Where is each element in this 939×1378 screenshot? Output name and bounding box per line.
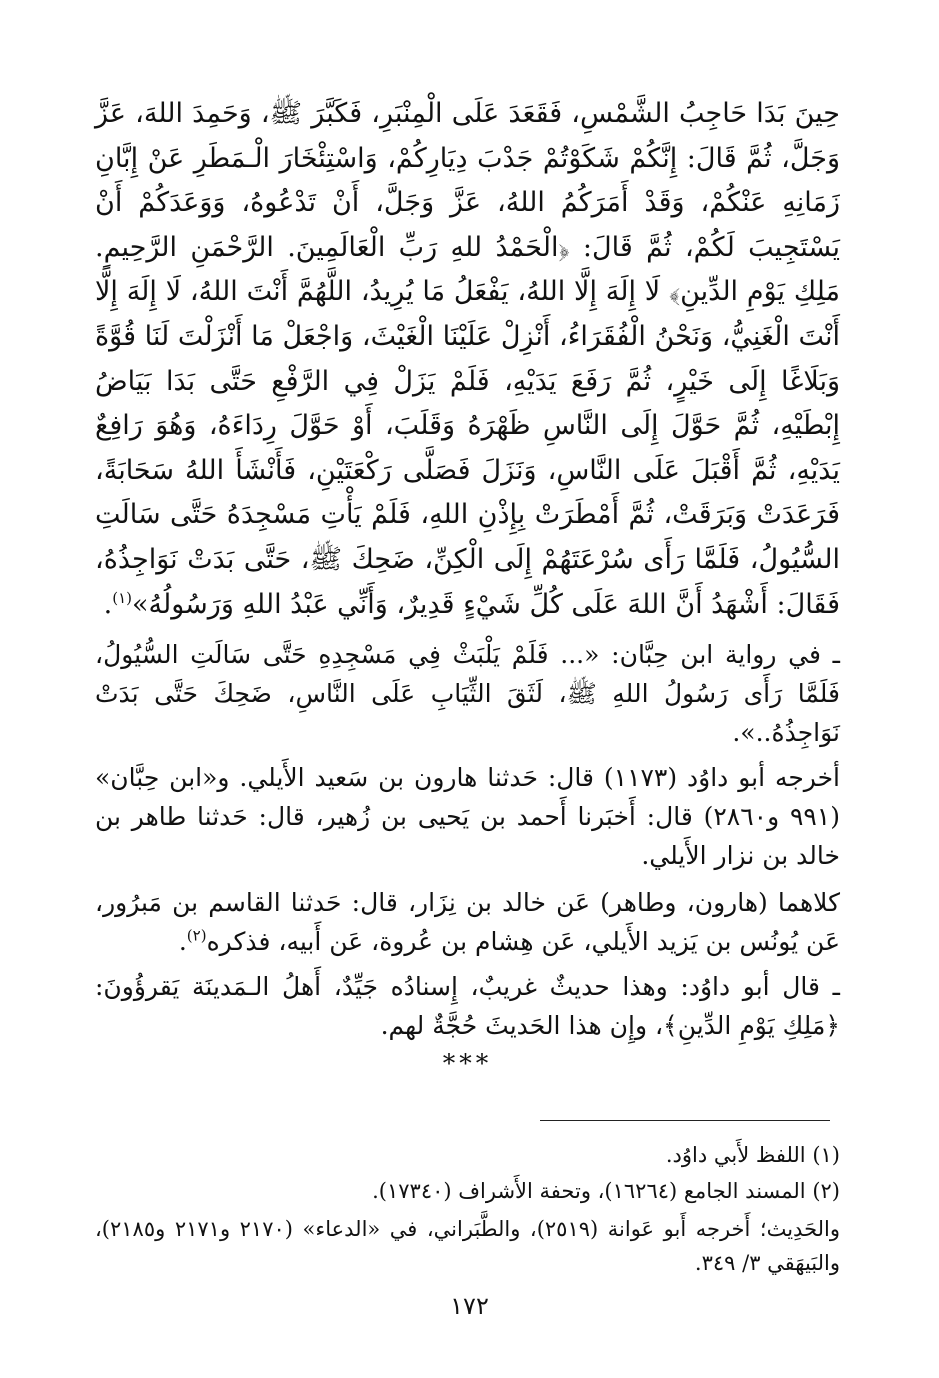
footnote-ref-2: (٢) <box>186 926 207 945</box>
footnote-2: (٢) المسند الجامع (١٦٢٦٤)، وتحفة الأَشراف (١٧٣٤٠). <box>372 1179 840 1203</box>
footnote-ref-1: (١) <box>112 588 132 607</box>
commentary <box>95 635 840 1081</box>
section-separator: *** <box>442 1049 493 1079</box>
takhrij-paragraph-2 <box>95 883 840 961</box>
takhrij-paragraph-1: أخرجه أبو داوُد (١١٧٣) قال: حَدثنا هارون بن سَعيد الأَيلي. و«ابن حِبَّان» (٩٩١ و٢٨٦٠) قال: أَخبَرنا أَحمد بن يَحيى بن زُهير، قال: حَدثنا طاهر بن خالد بن نزار الأَيلي. <box>95 763 840 871</box>
abu-dawud-comment: ـ قال أبو داوُد: وهذا حديثٌ غريبٌ، إِسنادُه جَيِّدٌ، أَهلُ الـمَدينَة يَقرؤُونَ: ﴿مَلِكِ يَوْمِ الدِّينِ﴾، وإِن هذا الحَديثَ حُجَّةٌ لهم. <box>95 972 840 1041</box>
hadith-paragraph: حِينَ بَدَا حَاجِبُ الشَّمْسِ، فَقَعَدَ عَلَى الْمِنْبَرِ، فَكَبَّرَ ﷺ، وَحَمِدَ اللهَ، عَزَّ وَجَلَّ، ثُمَّ قَالَ: إِنَّكُمْ شَكَوْتُمْ جَدْبَ دِيَارِكُمْ، وَاسْتِئْخَارَ الْـمَطَرِ عَنْ إِبَّانِ زَمَانِهِ عَنْكُمْ، وَقَدْ أَمَرَكُمُ اللهُ، عَزَّ وَجَلَّ، أَنْ تَدْعُوهُ، وَوَعَدَكُمْ أَنْ يَسْتَجِيبَ لَكُمْ، ثُمَّ قَالَ: ﴿الْحَمْدُ للهِ رَبِّ الْعَالَمِينَ. الرَّحْمَنِ الرَّحِيمِ. مَلِكِ يَوْمِ الدِّينِ﴾ لَا إِلَهَ إِلَّا اللهُ، يَفْعَلُ مَا يُرِيدُ، اللَّهُمَّ أَنْتَ اللهُ، لَا إِلَهَ إِلَّا أَنْتَ الْغَنِيُّ، وَنَحْنُ الْفُقَرَاءُ، أَنْزِلْ عَلَيْنَا الْغَيْثَ، وَاجْعَلْ مَا أَنْزَلْتَ لَنَا قُوَّةً وَبَلَاغًا إِلَى خَيْرٍ، ثُمَّ رَفَعَ يَدَيْهِ، فَلَمْ يَزَلْ فِي الرَّفْعِ حَتَّى بَدَا بَيَاضُ إِبْطَيْهِ، ثُمَّ حَوَّلَ إِلَى النَّاسِ ظَهْرَهُ وَقَلَبَ، أَوْ حَوَّلَ رِدَاءَهُ، وَهُوَ رَافِعٌ يَدَيْهِ، ثُمَّ أَقْبَلَ عَلَى النَّاسِ، وَنَزَلَ فَصَلَّى رَكْعَتَيْنِ، فَأَنْشَأَ اللهُ سَحَابَةً، فَرَعَدَتْ وَبَرَقَتْ، ثُمَّ أَمْطَرَتْ بِإِذْنِ اللهِ، فَلَمْ يَأْتِ مَسْجِدَهُ حَتَّى سَالَتِ السُّيُولُ، فَلَمَّا رَأَى سُرْعَتَهُمْ إِلَى الْكِنِّ، ضَحِكَ ﷺ، حَتَّى بَدَتْ نَوَاجِذُهُ، فَقَالَ: أَشْهَدُ أَنَّ اللهَ عَلَى كُلِّ شَيْءٍ قَدِيرٌ، وَأَنِّي عَبْدُ اللهِ وَرَسُولُهُ»$^{(١)}$. <box>95 98 840 620</box>
main-text <box>95 92 840 627</box>
footnote-2-continued: والحَدِيث؛ أَخرجه أَبو عَوانة (٢٥١٩)، والطَّبَراني، في «الدعاء» (٢١٧٠ و٢١٧١ و٢١٨٥)، والبَيهَقي ٣/ ٣٤٩. <box>95 1217 840 1275</box>
footnote-1: (١) اللفظ لأَبي داوُد. <box>665 1143 840 1167</box>
footnotes <box>95 1138 840 1280</box>
ibn-hibban-narration: ـ في رواية ابن حِبَّان: «... فَلَمْ يَلْبَثْ فِي مَسْجِدِهِ حَتَّى سَالَتِ السُّيُولُ، فَلَمَّا رَأَى رَسُولُ اللهِ ﷺ، لَثَقَ الثِّيَابِ عَلَى النَّاسِ، ضَحِكَ حَتَّى بَدَتْ نَوَاجِذُهُ..». <box>95 640 840 748</box>
takhrij-2-text: كلاهما (هارون، وطاهر) عَن خالد بن نِزَار، قال: حَدثنا القاسم بن مَبرُور، عَن يُونُس بن يَزيد الأَيلي، عَن هِشام بن عُروة، عَن أَبيه، فذكره <box>95 888 840 957</box>
hadith-text: حِينَ بَدَا حَاجِبُ الشَّمْسِ، فَقَعَدَ عَلَى الْمِنْبَرِ، فَكَبَّرَ ﷺ، وَحَمِدَ اللهَ، عَزَّ وَجَلَّ، ثُمَّ قَالَ: إِنَّكُمْ شَكَوْتُمْ جَدْبَ دِيَارِكُمْ، وَاسْتِئْخَارَ الْـمَطَرِ عَنْ إِبَّانِ زَمَانِهِ عَنْكُمْ، وَقَدْ أَمَرَكُمُ اللهُ، عَزَّ وَجَلَّ، أَنْ تَدْعُوهُ، وَوَعَدَكُمْ أَنْ يَسْتَجِيبَ لَكُمْ، ثُمَّ قَالَ: ﴿الْحَمْدُ للهِ رَبِّ الْعَالَمِينَ. الرَّحْمَنِ الرَّحِيمِ. مَلِكِ يَوْمِ الدِّينِ﴾ لَا إِلَهَ إِلَّا اللهُ، يَفْعَلُ مَا يُرِيدُ، اللَّهُمَّ أَنْتَ اللهُ، لَا إِلَهَ إِلَّا أَنْتَ الْغَنِيُّ، وَنَحْنُ الْفُقَرَاءُ، أَنْزِلْ عَلَيْنَا الْغَيْثَ، وَاجْعَلْ مَا أَنْزَلْتَ لَنَا قُوَّةً وَبَلَاغًا إِلَى خَيْرٍ، ثُمَّ رَفَعَ يَدَيْهِ، فَلَمْ يَزَلْ فِي الرَّفْعِ حَتَّى بَدَا بَيَاضُ إِبْطَيْهِ، ثُمَّ حَوَّلَ إِلَى النَّاسِ ظَهْرَهُ وَقَلَبَ، أَوْ حَوَّلَ رِدَاءَهُ، وَهُوَ رَافِعٌ يَدَيْهِ، ثُمَّ أَقْبَلَ عَلَى النَّاسِ، وَنَزَلَ فَصَلَّى رَكْعَتَيْنِ، فَأَنْشَأَ اللهُ سَحَابَةً، فَرَعَدَتْ وَبَرَقَتْ، ثُمَّ أَمْطَرَتْ بِإِذْنِ اللهِ، فَلَمْ يَأْتِ مَسْجِدَهُ حَتَّى سَالَتِ السُّيُولُ، فَلَمَّا رَأَى سُرْعَتَهُمْ إِلَى الْكِنِّ، ضَحِكَ ﷺ، حَتَّى بَدَتْ نَوَاجِذُهُ، فَقَالَ: أَشْهَدُ أَنَّ اللهَ عَلَى كُلِّ شَيْءٍ قَدِيرٌ، وَأَنِّي عَبْدُ اللهِ وَرَسُولُهُ» <box>95 98 840 620</box>
page-number: ١٧٢ <box>450 1292 489 1320</box>
footnote-divider <box>540 1120 830 1121</box>
page-body <box>95 92 840 1081</box>
takhrij-2-end: . <box>178 927 187 957</box>
